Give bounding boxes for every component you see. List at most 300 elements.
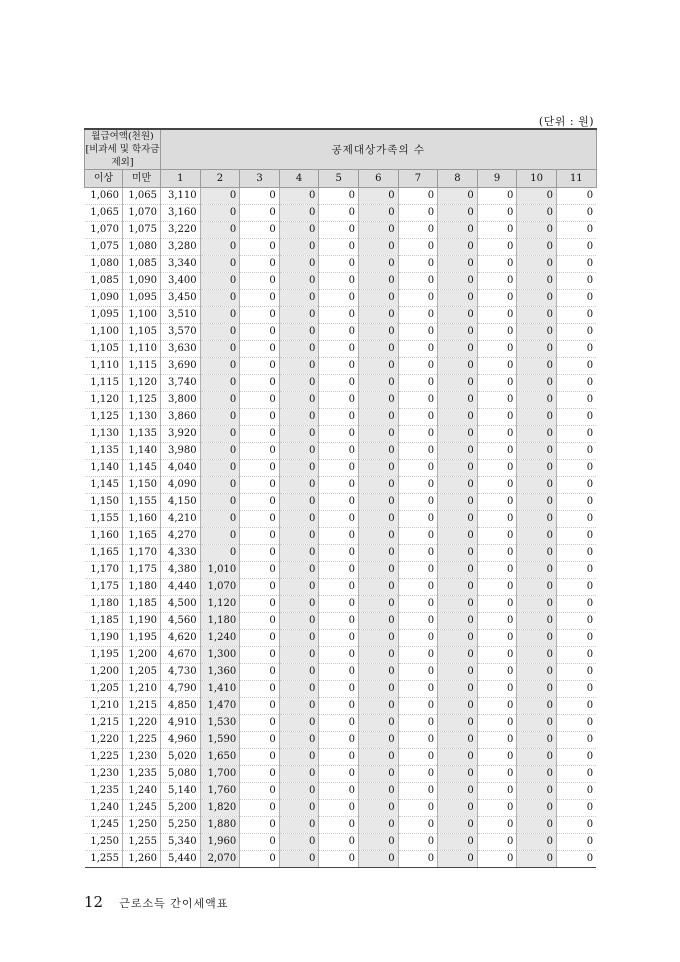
tax-amount-cell: 0 [279,256,319,273]
tax-amount-cell: 0 [556,443,596,460]
tax-amount-cell: 0 [319,392,359,409]
min-header: 이상 [85,170,123,188]
tax-amount-cell: 0 [240,205,280,222]
salary-min-cell: 1,240 [85,800,123,817]
tax-amount-cell: 0 [438,392,478,409]
tax-amount-cell: 0 [319,698,359,715]
tax-amount-cell: 0 [438,766,478,783]
table-row [85,732,597,749]
tax-amount-cell: 1,240 [200,630,240,647]
salary-min-cell: 1,230 [85,766,123,783]
tax-amount-cell: 0 [240,460,280,477]
tax-amount-cell: 0 [319,562,359,579]
tax-amount-cell: 3,510 [161,307,201,324]
tax-amount-cell: 0 [358,188,398,205]
tax-amount-cell: 0 [438,817,478,834]
tax-amount-cell: 0 [398,273,438,290]
salary-min-cell: 1,145 [85,477,123,494]
tax-amount-cell: 0 [556,766,596,783]
tax-amount-cell: 0 [358,800,398,817]
salary-min-cell: 1,155 [85,511,123,528]
tax-amount-cell: 0 [398,222,438,239]
tax-amount-cell: 4,620 [161,630,201,647]
tax-amount-cell: 0 [477,528,517,545]
tax-amount-cell: 0 [240,562,280,579]
tax-amount-cell: 1,590 [200,732,240,749]
salary-max-cell: 1,130 [123,409,161,426]
tax-amount-cell: 0 [556,375,596,392]
tax-amount-cell: 0 [358,460,398,477]
tax-amount-cell: 0 [200,273,240,290]
salary-range-header [85,129,161,170]
table-row [85,494,597,511]
table-row [85,749,597,766]
salary-max-cell: 1,160 [123,511,161,528]
salary-max-cell: 1,145 [123,460,161,477]
tax-amount-cell: 0 [438,834,478,851]
tax-amount-cell: 0 [477,579,517,596]
tax-amount-cell: 0 [517,239,557,256]
tax-amount-cell: 0 [279,307,319,324]
family-count-col-header: 10 [517,170,557,188]
salary-min-cell: 1,090 [85,290,123,307]
tax-amount-cell: 0 [279,596,319,613]
tax-amount-cell: 0 [319,834,359,851]
tax-amount-cell: 0 [358,358,398,375]
tax-amount-cell: 0 [240,749,280,766]
tax-amount-cell: 3,690 [161,358,201,375]
tax-amount-cell: 0 [279,851,319,868]
tax-amount-cell: 0 [358,681,398,698]
tax-amount-cell: 0 [398,562,438,579]
salary-min-cell: 1,105 [85,341,123,358]
table-row [85,375,597,392]
tax-amount-cell: 0 [556,290,596,307]
tax-amount-cell: 0 [319,222,359,239]
salary-min-cell: 1,150 [85,494,123,511]
tax-amount-cell: 0 [556,307,596,324]
tax-amount-cell: 0 [358,494,398,511]
tax-amount-cell: 0 [240,273,280,290]
tax-amount-cell: 0 [556,562,596,579]
tax-amount-cell: 0 [477,715,517,732]
tax-amount-cell: 0 [200,443,240,460]
tax-amount-cell: 0 [279,477,319,494]
tax-amount-cell: 0 [517,460,557,477]
salary-max-cell: 1,135 [123,426,161,443]
tax-amount-cell: 0 [319,324,359,341]
tax-amount-cell: 0 [477,511,517,528]
tax-amount-cell: 0 [517,324,557,341]
tax-amount-cell: 0 [279,290,319,307]
tax-amount-cell: 0 [279,460,319,477]
tax-amount-cell: 0 [279,341,319,358]
tax-amount-cell: 0 [358,817,398,834]
tax-amount-cell: 0 [279,698,319,715]
tax-amount-cell: 0 [477,851,517,868]
tax-amount-cell: 0 [556,817,596,834]
tax-amount-cell: 1,470 [200,698,240,715]
tax-amount-cell: 0 [398,324,438,341]
tax-amount-cell: 0 [477,426,517,443]
tax-amount-cell: 0 [319,494,359,511]
tax-amount-cell: 0 [358,205,398,222]
family-count-header: 공제대상가족의 수 [161,129,597,170]
tax-amount-cell: 0 [517,511,557,528]
tax-amount-cell: 0 [358,545,398,562]
tax-amount-cell: 1,650 [200,749,240,766]
tax-amount-cell: 0 [398,205,438,222]
tax-amount-cell: 0 [477,239,517,256]
tax-amount-cell: 0 [319,647,359,664]
tax-amount-cell: 0 [319,290,359,307]
tax-amount-cell: 0 [200,307,240,324]
tax-amount-cell: 0 [358,290,398,307]
tax-amount-cell: 0 [517,732,557,749]
tax-amount-cell: 0 [279,664,319,681]
tax-amount-cell: 0 [556,545,596,562]
tax-amount-cell: 0 [517,664,557,681]
table-row [85,783,597,800]
salary-max-cell: 1,105 [123,324,161,341]
tax-amount-cell: 0 [438,222,478,239]
tax-amount-cell: 1,880 [200,817,240,834]
salary-min-cell: 1,085 [85,273,123,290]
salary-min-cell: 1,115 [85,375,123,392]
tax-amount-cell: 0 [358,596,398,613]
tax-amount-cell: 0 [319,528,359,545]
tax-amount-cell: 0 [279,188,319,205]
tax-amount-cell: 0 [398,256,438,273]
tax-amount-cell: 0 [438,511,478,528]
tax-amount-cell: 0 [556,477,596,494]
salary-min-cell: 1,195 [85,647,123,664]
tax-amount-cell: 0 [319,749,359,766]
salary-max-cell: 1,240 [123,783,161,800]
tax-amount-cell: 5,440 [161,851,201,868]
tax-amount-cell: 0 [438,851,478,868]
salary-max-cell: 1,225 [123,732,161,749]
tax-amount-cell: 1,360 [200,664,240,681]
tax-amount-cell: 0 [240,834,280,851]
salary-min-cell: 1,130 [85,426,123,443]
salary-max-cell: 1,155 [123,494,161,511]
tax-amount-cell: 0 [438,545,478,562]
salary-max-cell: 1,190 [123,613,161,630]
tax-amount-cell: 0 [319,783,359,800]
tax-amount-cell: 0 [319,630,359,647]
salary-min-cell: 1,225 [85,749,123,766]
tax-amount-cell: 0 [438,596,478,613]
tax-amount-cell: 0 [358,698,398,715]
tax-amount-cell: 0 [556,698,596,715]
salary-max-cell: 1,100 [123,307,161,324]
tax-amount-cell: 0 [200,392,240,409]
tax-amount-cell: 0 [240,392,280,409]
tax-amount-cell: 0 [517,630,557,647]
salary-max-cell: 1,175 [123,562,161,579]
tax-amount-cell: 4,270 [161,528,201,545]
tax-amount-cell: 0 [358,222,398,239]
tax-amount-cell: 0 [358,443,398,460]
tax-amount-cell: 0 [240,477,280,494]
tax-amount-cell: 0 [200,239,240,256]
tax-amount-cell: 0 [477,477,517,494]
tax-amount-cell: 0 [398,443,438,460]
tax-amount-cell: 0 [240,579,280,596]
tax-amount-cell: 0 [477,698,517,715]
tax-amount-cell: 0 [319,188,359,205]
tax-amount-cell: 0 [279,766,319,783]
tax-amount-cell: 0 [477,290,517,307]
tax-amount-cell: 0 [477,375,517,392]
tax-amount-cell: 0 [358,528,398,545]
tax-amount-cell: 0 [200,358,240,375]
tax-amount-cell: 0 [240,307,280,324]
table-row [85,511,597,528]
tax-amount-cell: 0 [319,817,359,834]
tax-amount-cell: 0 [556,273,596,290]
unit-label: (단위 : 원) [538,115,594,128]
table-row [85,698,597,715]
tax-amount-cell: 0 [240,256,280,273]
salary-max-cell: 1,110 [123,341,161,358]
tax-amount-cell: 0 [556,528,596,545]
table-row [85,834,597,851]
tax-amount-cell: 4,730 [161,664,201,681]
tax-amount-cell: 0 [358,749,398,766]
tax-amount-cell: 0 [279,528,319,545]
tax-amount-cell: 0 [398,783,438,800]
tax-amount-cell: 0 [398,545,438,562]
tax-amount-cell: 0 [279,511,319,528]
table-row [85,392,597,409]
tax-amount-cell: 4,380 [161,562,201,579]
tax-amount-cell: 0 [240,358,280,375]
tax-amount-cell: 0 [279,817,319,834]
tax-amount-cell: 0 [319,443,359,460]
tax-amount-cell: 0 [556,494,596,511]
tax-amount-cell: 0 [358,256,398,273]
max-header: 미만 [123,170,161,188]
tax-amount-cell: 0 [240,375,280,392]
tax-amount-cell: 1,960 [200,834,240,851]
tax-amount-cell: 0 [279,324,319,341]
tax-amount-cell: 0 [319,409,359,426]
tax-amount-cell: 3,220 [161,222,201,239]
tax-amount-cell: 0 [279,494,319,511]
tax-amount-cell: 0 [477,834,517,851]
tax-amount-cell: 0 [477,749,517,766]
salary-max-cell: 1,215 [123,698,161,715]
salary-max-cell: 1,220 [123,715,161,732]
tax-amount-cell: 0 [517,613,557,630]
tax-amount-cell: 0 [358,562,398,579]
tax-amount-cell: 0 [240,698,280,715]
tax-amount-cell: 0 [556,222,596,239]
tax-amount-cell: 0 [200,460,240,477]
tax-amount-cell: 0 [477,307,517,324]
tax-amount-cell: 0 [279,834,319,851]
tax-amount-cell: 0 [240,222,280,239]
tax-amount-cell: 0 [358,613,398,630]
salary-max-cell: 1,180 [123,579,161,596]
tax-amount-cell: 0 [517,341,557,358]
tax-amount-cell: 1,820 [200,800,240,817]
tax-amount-cell: 0 [319,460,359,477]
tax-amount-cell: 0 [240,528,280,545]
tax-amount-cell: 0 [240,341,280,358]
tax-amount-cell: 0 [517,596,557,613]
tax-amount-cell: 0 [358,664,398,681]
tax-amount-cell: 0 [398,732,438,749]
salary-max-cell: 1,250 [123,817,161,834]
tax-amount-cell: 0 [240,783,280,800]
tax-amount-cell: 0 [517,205,557,222]
family-count-col-header: 5 [319,170,359,188]
salary-max-cell: 1,080 [123,239,161,256]
tax-amount-cell: 0 [517,358,557,375]
tax-amount-cell: 0 [477,324,517,341]
tax-amount-cell: 0 [477,188,517,205]
tax-amount-cell: 0 [319,375,359,392]
tax-amount-cell: 4,670 [161,647,201,664]
tax-amount-cell: 0 [517,800,557,817]
tax-amount-cell: 0 [517,528,557,545]
tax-amount-cell: 0 [398,579,438,596]
tax-amount-cell: 5,140 [161,783,201,800]
tax-amount-cell: 0 [398,681,438,698]
tax-amount-cell: 0 [200,375,240,392]
tax-amount-cell: 1,010 [200,562,240,579]
tax-amount-cell: 0 [438,800,478,817]
salary-min-cell: 1,075 [85,239,123,256]
tax-amount-cell: 0 [279,545,319,562]
tax-amount-cell: 0 [517,188,557,205]
family-count-col-header: 9 [477,170,517,188]
tax-amount-cell: 0 [279,409,319,426]
tax-amount-cell: 0 [517,392,557,409]
salary-min-cell: 1,080 [85,256,123,273]
tax-amount-cell: 0 [556,511,596,528]
tax-amount-cell: 0 [200,256,240,273]
tax-amount-cell: 4,790 [161,681,201,698]
tax-amount-cell: 0 [279,443,319,460]
tax-amount-cell: 0 [477,800,517,817]
tax-amount-cell: 0 [438,273,478,290]
family-count-col-header: 6 [358,170,398,188]
tax-amount-cell: 0 [517,562,557,579]
tax-amount-cell: 0 [477,647,517,664]
tax-amount-cell: 0 [556,664,596,681]
withholding-tax-table [84,128,597,868]
salary-max-cell: 1,070 [123,205,161,222]
family-count-col-header: 2 [200,170,240,188]
tax-amount-cell: 0 [279,205,319,222]
tax-amount-cell: 1,180 [200,613,240,630]
tax-amount-cell: 0 [200,528,240,545]
salary-max-cell: 1,210 [123,681,161,698]
tax-amount-cell: 0 [517,647,557,664]
tax-amount-cell: 0 [358,341,398,358]
tax-amount-cell: 0 [438,290,478,307]
salary-min-cell: 1,205 [85,681,123,698]
family-count-col-header: 3 [240,170,280,188]
salary-max-cell: 1,205 [123,664,161,681]
table-row [85,545,597,562]
tax-amount-cell: 0 [240,664,280,681]
tax-amount-cell: 0 [240,681,280,698]
tax-amount-cell: 0 [319,239,359,256]
tax-amount-cell: 0 [200,409,240,426]
tax-amount-cell: 0 [398,834,438,851]
tax-amount-cell: 4,150 [161,494,201,511]
tax-amount-cell: 0 [556,647,596,664]
tax-amount-cell: 0 [200,222,240,239]
tax-amount-cell: 0 [517,579,557,596]
salary-min-cell: 1,110 [85,358,123,375]
tax-amount-cell: 3,800 [161,392,201,409]
tax-amount-cell: 3,570 [161,324,201,341]
table-row [85,613,597,630]
tax-amount-cell: 0 [240,188,280,205]
tax-amount-cell: 1,760 [200,783,240,800]
salary-sub-label: [비과세 및 학자금 제외] [85,144,160,168]
tax-amount-cell: 0 [517,783,557,800]
salary-min-cell: 1,065 [85,205,123,222]
tax-amount-cell: 0 [517,494,557,511]
tax-amount-cell: 0 [517,409,557,426]
tax-amount-cell: 0 [517,222,557,239]
tax-amount-cell: 0 [556,596,596,613]
table-row [85,460,597,477]
tax-amount-cell: 0 [398,664,438,681]
tax-amount-cell: 0 [358,834,398,851]
tax-amount-cell: 0 [438,749,478,766]
tax-amount-cell: 0 [517,256,557,273]
tax-amount-cell: 0 [279,426,319,443]
tax-amount-cell: 0 [398,426,438,443]
salary-max-cell: 1,085 [123,256,161,273]
tax-amount-cell: 0 [517,477,557,494]
table-row [85,647,597,664]
table-row [85,341,597,358]
tax-amount-cell: 0 [240,596,280,613]
tax-amount-cell: 0 [358,273,398,290]
tax-amount-cell: 0 [438,647,478,664]
salary-label: 월급여액(천원) [91,131,154,142]
tax-amount-cell: 0 [319,511,359,528]
table-row [85,358,597,375]
tax-amount-cell: 0 [477,358,517,375]
tax-amount-cell: 0 [319,273,359,290]
tax-amount-cell: 0 [358,630,398,647]
page-number: 12 [84,893,104,911]
table-row [85,205,597,222]
salary-max-cell: 1,075 [123,222,161,239]
tax-amount-cell: 0 [477,562,517,579]
tax-amount-cell: 0 [358,766,398,783]
salary-min-cell: 1,140 [85,460,123,477]
tax-amount-cell: 0 [556,409,596,426]
tax-amount-cell: 0 [398,307,438,324]
tax-amount-cell: 1,070 [200,579,240,596]
tax-amount-cell: 0 [319,307,359,324]
tax-amount-cell: 0 [517,307,557,324]
tax-amount-cell: 0 [556,358,596,375]
tax-amount-cell: 0 [358,732,398,749]
tax-amount-cell: 0 [279,647,319,664]
